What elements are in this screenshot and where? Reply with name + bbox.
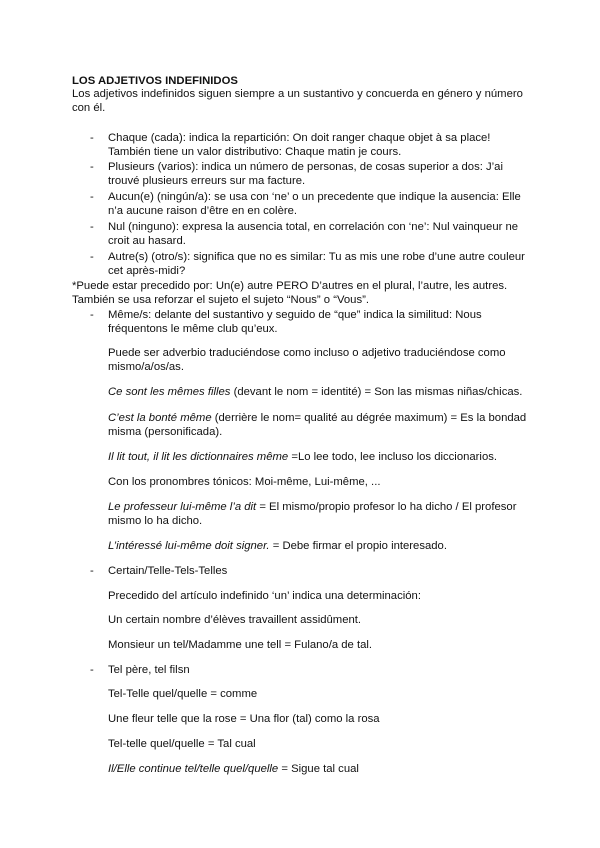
example-french: Il/Elle continue tel/telle quel/quelle xyxy=(108,763,279,775)
meme-example-professor-cont: mismo lo ha dicho. xyxy=(108,515,203,527)
page-title: LOS ADJETIVOS INDEFINIDOS xyxy=(72,75,238,87)
example-translation: = Sigue tal cual xyxy=(278,763,359,775)
list-bullet: - xyxy=(90,161,94,173)
example-translation: = Debe firmar el propio interesado. xyxy=(269,540,447,552)
example-translation: (derrière le nom= qualité au dégrée maximum) = Es la bondad xyxy=(211,412,527,424)
list-item-autre-line-1: Autre(s) (otro/s): significa que no es similar: Tu as mis une robe d’une autre couleur xyxy=(108,251,525,263)
list-item-chaque-line-2: También tiene un valor distributivo: Chaque matin je cours. xyxy=(108,146,402,158)
meme-head-line-1: Même/s: delante del sustantivo y seguido de “que” indica la similitud: Nous xyxy=(108,309,482,321)
example-french: Ce sont les mêmes filles xyxy=(108,386,231,398)
example-translation: = El mismo/propio profesor lo ha dicho / El profesor xyxy=(256,501,517,513)
example-french: C’est la bonté même xyxy=(108,412,212,424)
certain-example-1: Un certain nombre d’élèves travaillent assidûment. xyxy=(108,614,362,626)
list-bullet: - xyxy=(90,664,94,676)
list-item-autre-line-2: cet après-midi? xyxy=(108,265,186,277)
example-french: Il lit tout, il lit les dictionnaires même xyxy=(108,451,289,463)
list-item-plusieurs-line-2: trouvé plusieurs erreurs sur ma facture. xyxy=(108,175,306,187)
intro-line-2: con él. xyxy=(72,102,106,114)
meme-example-identity xyxy=(108,385,522,399)
list-item-aucun-line-1: Aucun(e) (ningún/a): se usa con ‘ne’ o un precedente que indique la ausencia: Elle xyxy=(108,191,521,203)
list-item-chaque-line-1: Chaque (cada): indica la repartición: On doit ranger chaque objet à sa place! xyxy=(108,132,491,144)
meme-example-even xyxy=(108,450,497,464)
meme-adverb-line-1: Puede ser adverbio traduciéndose como incluso o adjetivo traduciéndose como xyxy=(108,347,506,359)
example-french: Le professeur lui-même l’a dit xyxy=(108,501,257,513)
meme-example-quality xyxy=(108,411,526,425)
meme-adverb-line-2: mismo/a/os/as. xyxy=(108,361,184,373)
list-item-plusieurs-line-1: Plusieurs (varios): indica un número de personas, de cosas superior a dos: J’ai xyxy=(108,161,503,173)
intro-line-1: Los adjetivos indefinidos siguen siempre a un sustantivo y concuerda en género y número xyxy=(72,88,523,100)
list-item-nul-line-1: Nul (ninguno): expresa la ausencia total, en correlación con ‘ne’: Nul vainqueur ne xyxy=(108,221,519,233)
list-item-aucun-line-2: n’a aucune raison d’être en en colère. xyxy=(108,205,298,217)
list-bullet: - xyxy=(90,191,94,203)
tel-example-3: Tel-telle quel/quelle = Tal cual xyxy=(108,738,256,750)
meme-example-quality-cont: misma (personificada). xyxy=(108,426,223,438)
list-bullet: - xyxy=(90,251,94,263)
note-line-1: *Puede estar precedido por: Un(e) autre PERO D’autres en el plural, l’autre, les autres. xyxy=(72,280,508,292)
certain-description: Precedido del artículo indefinido ‘un’ indica una determinación: xyxy=(108,590,421,602)
example-translation: (devant le nom = identité) = Son las mismas niñas/chicas. xyxy=(230,386,523,398)
tel-example-4 xyxy=(108,762,359,776)
meme-example-professor xyxy=(108,500,516,514)
meme-head-line-2: fréquentons le même club qu’eux. xyxy=(108,323,278,335)
note-line-2: También se usa reforzar el sujeto el sujeto “Nous” o “Vous”. xyxy=(72,294,369,306)
certain-example-2: Monsieur un tel/Madamme une tell = Fulano/a de tal. xyxy=(108,639,373,651)
list-bullet: - xyxy=(90,132,94,144)
tel-example-2: Une fleur telle que la rose = Una flor (tal) como la rosa xyxy=(108,713,380,725)
meme-tonic-pronouns: Con los pronombres tónicos: Moi-même, Lui-même, ... xyxy=(108,476,381,488)
list-item-nul-line-2: croit au hasard. xyxy=(108,235,186,247)
tel-example-1: Tel-Telle quel/quelle = comme xyxy=(108,688,258,700)
list-bullet: - xyxy=(90,565,94,577)
example-french: L’intéressé lui-même doit signer. xyxy=(108,540,270,552)
example-translation: =Lo lee todo, lee incluso los diccionarios. xyxy=(288,451,498,463)
list-bullet: - xyxy=(90,309,94,321)
meme-example-interested xyxy=(108,539,447,553)
tel-head: Tel père, tel filsn xyxy=(108,664,190,676)
certain-head: Certain/Telle-Tels-Telles xyxy=(108,565,228,577)
list-bullet: - xyxy=(90,221,94,233)
